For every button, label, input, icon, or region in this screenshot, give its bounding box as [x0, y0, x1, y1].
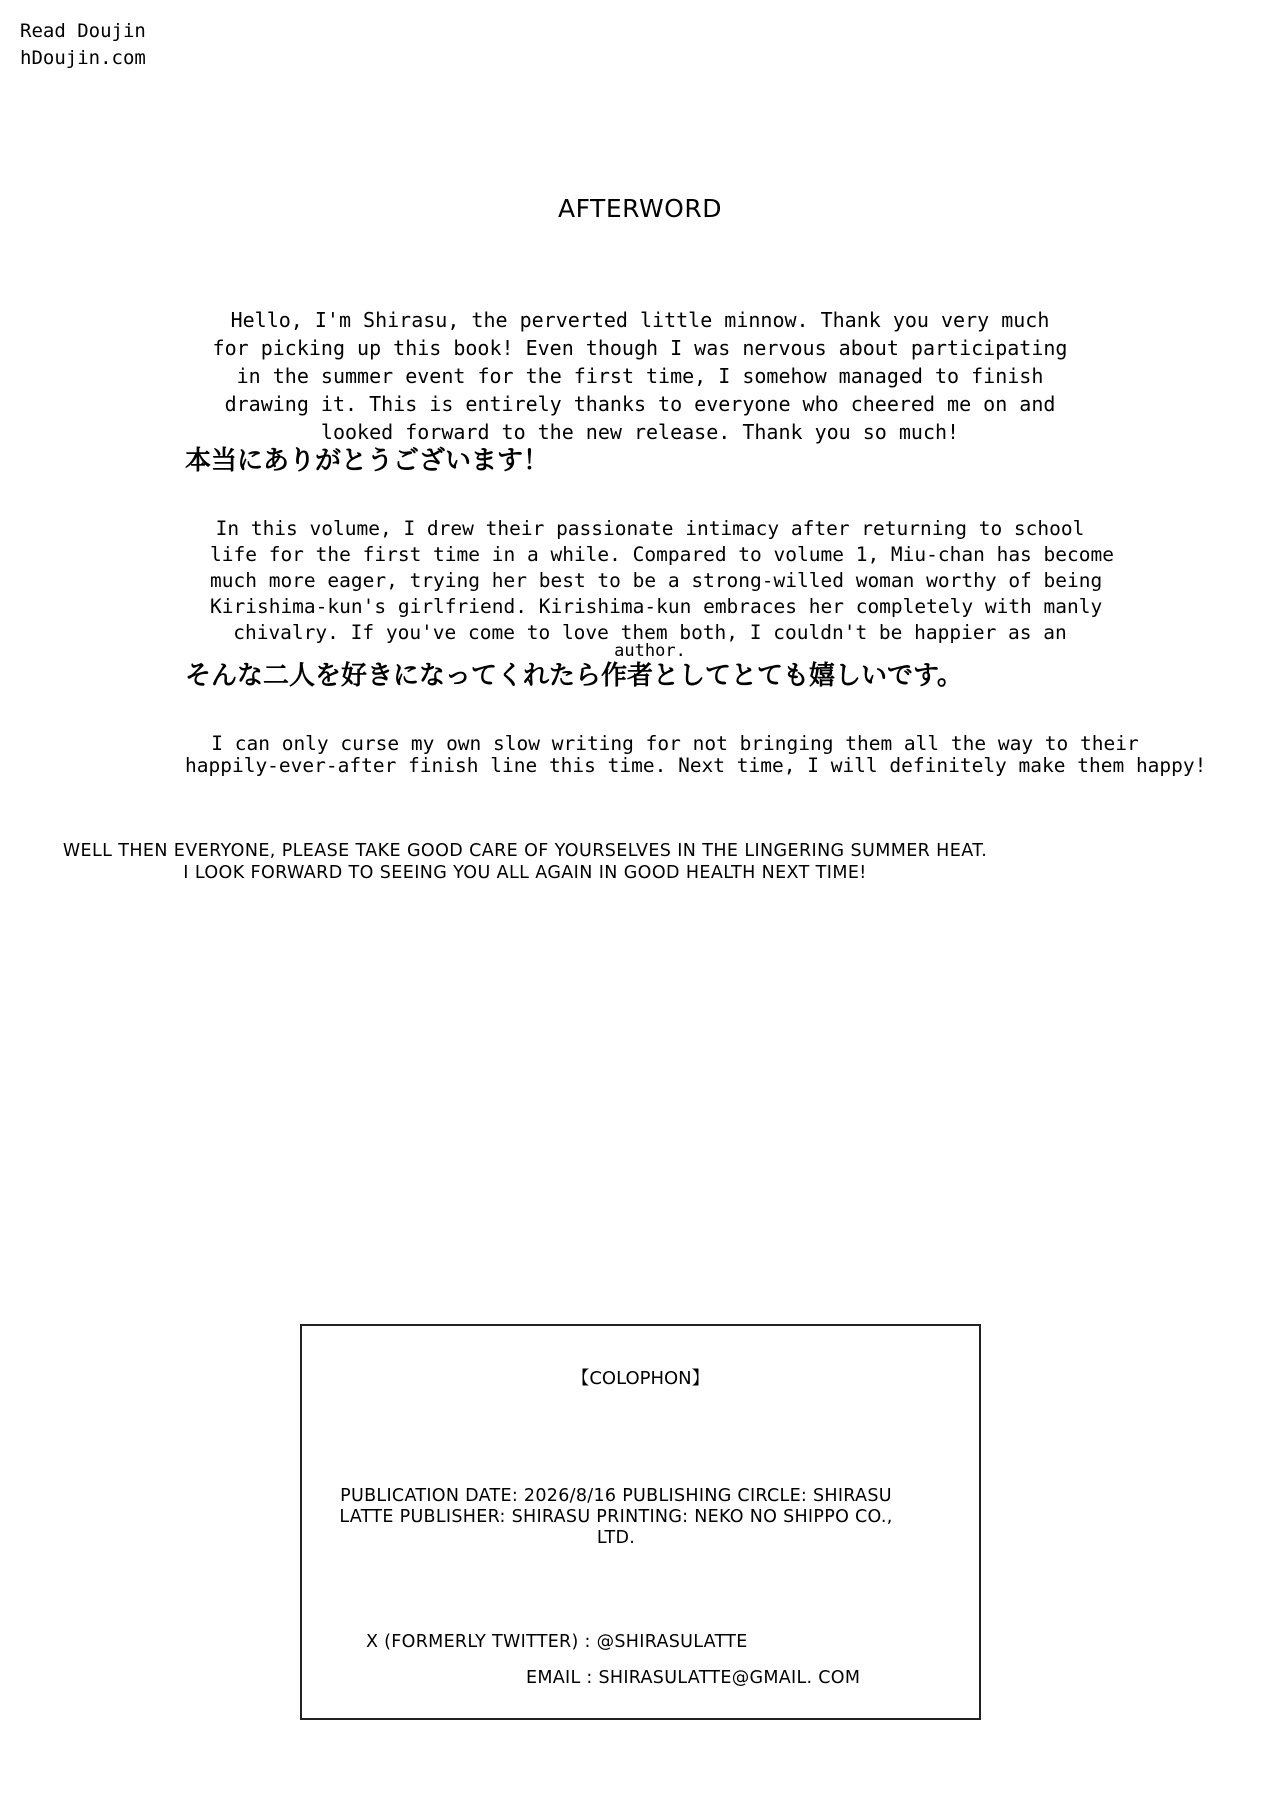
paragraph-line: life for the first time in a while. Compared to volume 1, Miu-chan has become — [210, 543, 1114, 566]
colophon-title: 【COLOPHON】 — [571, 1368, 710, 1389]
watermark — [20, 18, 146, 72]
paragraph-line: for picking up this book! Even though I was nervous about participating — [212, 336, 1068, 360]
colophon-email: EMAIL : SHIRASULATTE@GMAIL. COM — [526, 1668, 861, 1688]
japanese-line-2: そんな二人を好きになってくれたら作者としてとても嬉しいです。 — [185, 661, 963, 691]
paragraph-line: author. — [614, 641, 686, 661]
paragraph-line: drawing it. This is entirely thanks to everyone who cheered me on and — [224, 392, 1056, 416]
paragraph-line: in the summer event for the first time, I somehow managed to finish — [236, 364, 1044, 388]
colophon-details — [316, 1486, 916, 1549]
paragraph-line: happily-ever-after finish line this time. Next time, I will definitely make them happy! — [185, 754, 1207, 777]
colophon-box — [300, 1324, 981, 1720]
watermark-line: hDoujin.com — [20, 47, 146, 69]
paragraph-line: chivalry. If you've come to love them both, I couldn't be happier as an — [233, 621, 1067, 644]
closing-line: WELL THEN EVERYONE, PLEASE TAKE GOOD CARE OF YOURSELVES IN THE LINGERING SUMMER HEAT. — [62, 841, 988, 861]
paragraph-line: Kirishima-kun's girlfriend. Kirishima-kun embraces her completely with manly — [210, 595, 1103, 618]
paragraph-line: I can only curse my own slow writing for not bringing them all the way to their — [211, 732, 1139, 755]
colophon-twitter: X (FORMERLY TWITTER) : @SHIRASULATTE — [366, 1632, 748, 1652]
paragraph-3 — [185, 732, 1207, 777]
japanese-line-1: 本当にありがとうございます！ — [185, 446, 550, 476]
closing-line: I LOOK FORWARD TO SEEING YOU ALL AGAIN IN GOOD HEALTH NEXT TIME! — [183, 863, 867, 883]
paragraph-line: looked forward to the new release. Thank you so much! — [320, 420, 960, 444]
paragraph-line: Hello, I'm Shirasu, the perverted little minnow. Thank you very much — [230, 308, 1050, 332]
closing-message — [0, 840, 1050, 884]
paragraph-line: much more eager, trying her best to be a strong-willed woman worthy of being — [210, 569, 1103, 592]
colophon-details-line: LTD. — [596, 1528, 636, 1548]
paragraph-line: In this volume, I drew their passionate intimacy after returning to school — [215, 517, 1085, 540]
colophon-details-line: PUBLICATION DATE: 2026/8/16 PUBLISHING CIRCLE: SHIRASU — [340, 1486, 892, 1506]
watermark-line: Read Doujin — [20, 20, 146, 42]
paragraph-1 — [212, 306, 1068, 446]
page-title: AFTERWORD — [558, 194, 722, 223]
paragraph-2 — [210, 516, 1114, 661]
colophon-details-line: LATTE PUBLISHER: SHIRASU PRINTING: NEKO NO SHIPPO CO., — [339, 1507, 893, 1527]
